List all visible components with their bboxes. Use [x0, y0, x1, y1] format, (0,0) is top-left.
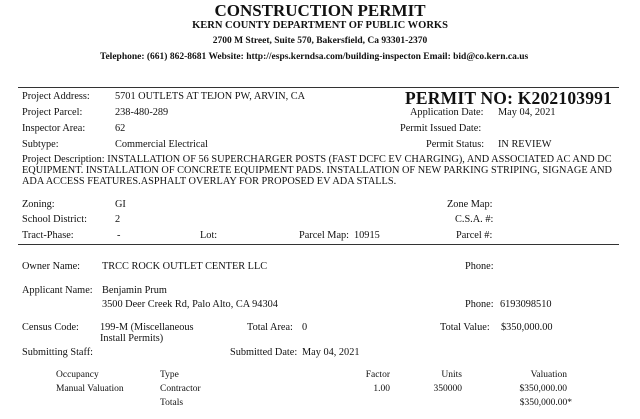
- project-description-label: Project Description:: [22, 154, 105, 165]
- department-address: 2700 M Street, Suite 570, Bakersfield, Ca 93301-2370: [212, 36, 428, 46]
- department-name: KERN COUNTY DEPARTMENT OF PUBLIC WORKS: [192, 20, 448, 31]
- table-header-occupancy: Occupancy: [56, 370, 99, 380]
- inspector-area-value: 62: [115, 123, 126, 134]
- subtype-value: Commercial Electrical: [115, 139, 208, 150]
- lot-label: Lot:: [200, 230, 218, 241]
- total-value-amount: $350,000.00: [501, 322, 553, 333]
- table-cell-factor: 1.00: [373, 384, 390, 394]
- parcel-map-label: Parcel Map:: [299, 230, 350, 241]
- permit-status-value: IN REVIEW: [498, 139, 552, 150]
- applicant-name-value: Benjamin Prum: [102, 285, 167, 296]
- table-header-type: Type: [160, 370, 179, 380]
- zoning-label: Zoning:: [22, 199, 55, 210]
- parcel-map-value: 10915: [354, 230, 380, 241]
- census-code-line2: Install Permits): [100, 333, 164, 344]
- total-area-value: 0: [302, 322, 308, 333]
- permit-status-label: Permit Status:: [426, 139, 485, 150]
- project-parcel-label: Project Parcel:: [22, 107, 83, 118]
- table-cell-units: 350000: [433, 384, 462, 394]
- table-totals-label: Totals: [160, 398, 184, 408]
- csa-label: C.S.A. #:: [455, 214, 494, 225]
- application-date-value: May 04, 2021: [498, 107, 556, 118]
- application-date-label: Application Date:: [410, 107, 484, 118]
- total-area-label: Total Area:: [247, 322, 293, 333]
- table-cell-occupancy: Manual Valuation: [56, 384, 124, 394]
- submitting-staff-label: Submitting Staff:: [22, 347, 94, 358]
- project-description-text: INSTALLATION OF 56 SUPERCHARGER POSTS (FAST DCFC EV CHARGING), AND ASSOCIATED AC AND DC EQUIPMENT. INSTALLATION OF CONCRETE EQUIPMENT PADS. INSTALLATION OF NEW PARKING STRIPING, SIGNAGE AND ADA ACCESS FEATURES.ASPHALT OVERLAY FOR PROPOSED EV ADA STALLS.: [22, 154, 612, 187]
- project-parcel-value: 238-480-289: [115, 107, 169, 118]
- applicant-phone-label: Phone:: [465, 299, 494, 310]
- table-header-valuation: Valuation: [530, 370, 567, 380]
- owner-phone-label: Phone:: [465, 261, 494, 272]
- school-district-value: 2: [115, 214, 121, 225]
- submitted-date-value: May 04, 2021: [302, 347, 360, 358]
- census-code-line1: 199-M (Miscellaneous: [100, 322, 194, 333]
- permit-number: PERMIT NO: K202103991: [405, 88, 613, 108]
- owner-name-value: TRCC ROCK OUTLET CENTER LLC: [102, 261, 268, 272]
- table-totals-value: $350,000.00*: [519, 398, 572, 408]
- total-value-label: Total Value:: [440, 322, 490, 333]
- table-cell-type: Contractor: [160, 384, 201, 394]
- zoning-value: GI: [115, 199, 126, 210]
- section-divider: [18, 244, 619, 245]
- tract-phase-value: -: [117, 230, 121, 241]
- owner-name-label: Owner Name:: [22, 261, 81, 272]
- subtype-label: Subtype:: [22, 139, 59, 150]
- applicant-address-value: 3500 Deer Creek Rd, Palo Alto, CA 94304: [102, 299, 278, 310]
- project-address-value: 5701 OUTLETS AT TEJON PW, ARVIN, CA: [115, 91, 306, 102]
- table-header-factor: Factor: [365, 370, 390, 380]
- school-district-label: School District:: [22, 214, 87, 225]
- applicant-phone-value: 6193098510: [500, 299, 552, 310]
- table-cell-valuation: $350,000.00: [519, 384, 567, 394]
- document-title: CONSTRUCTION PERMIT: [214, 1, 426, 20]
- submitted-date-label: Submitted Date:: [230, 347, 298, 358]
- parcel-number-label: Parcel #:: [456, 230, 493, 241]
- issued-date-label: Permit Issued Date:: [400, 123, 482, 134]
- project-description: [22, 154, 619, 187]
- project-address-label: Project Address:: [22, 91, 90, 102]
- table-header-units: Units: [441, 370, 462, 380]
- tract-phase-label: Tract-Phase:: [22, 230, 74, 241]
- zone-map-label: Zone Map:: [447, 199, 493, 210]
- census-code-label: Census Code:: [22, 322, 79, 333]
- applicant-name-label: Applicant Name:: [22, 285, 93, 296]
- inspector-area-label: Inspector Area:: [22, 123, 86, 134]
- department-contact: Telephone: (661) 862-8681 Website: http://esps.kerndsa.com/building-inspecton Email: bid@co.kern.ca.us: [100, 52, 529, 62]
